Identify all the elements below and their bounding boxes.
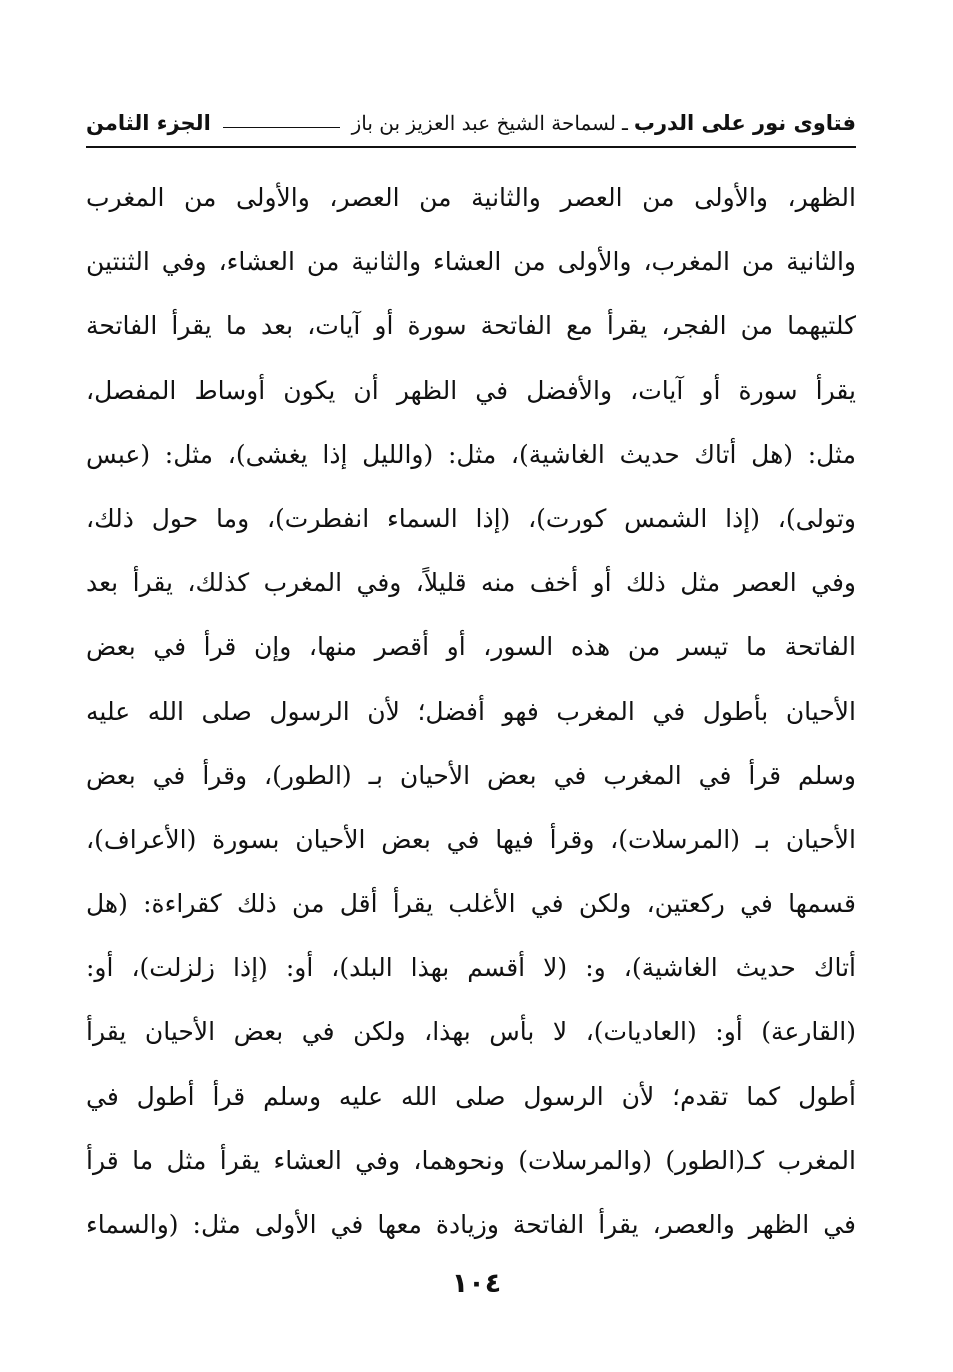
page-number: ١٠٤ [451, 1268, 502, 1299]
author-name: لسماحة الشيخ عبد العزيز بن باز [351, 111, 616, 135]
text-line: أتاك حديث الغاشية)، و: (لا أقسم بهذا البلد)، أو: (إذا زلزلت)، أو: [86, 953, 856, 983]
header-divider [86, 146, 856, 148]
volume-part: الجزء الثامن [86, 111, 211, 135]
header-dash-rule [223, 127, 340, 128]
text-line: (القارعة) أو: (العاديات)، لا بأس بهذا، ولكن في بعض الأحيان يقرأ [86, 1017, 856, 1047]
text-line: وسلم قرأ في المغرب في بعض الأحيان بـ (الطور)، وقرأ في بعض [86, 760, 856, 790]
text-line: مثل: (هل أتاك حديث الغاشية)، مثل: (والليل إذا يغشى)، مثل: (عبس [86, 439, 856, 469]
book-title: فتاوى نور على الدرب [633, 111, 856, 135]
text-line: أطول كما تقدم؛ لأن الرسول صلى الله عليه وسلم قرأ أطول في [86, 1081, 856, 1111]
header-separator: ـ [621, 111, 628, 135]
text-line: يقرأ سورة أو آيات، والأفضل في الظهر أن يكون أوساط المفصل، [86, 375, 856, 405]
body-text [86, 166, 856, 1257]
text-line: قسمها في ركعتين، ولكن في الأغلب يقرأ أقل من ذلك كقراءة: (هل [86, 889, 856, 919]
text-line: الظهر، والأولى من العصر والثانية من العصر، والأولى من المغرب [86, 183, 856, 212]
text-line: في الظهر والعصر، يقرأ الفاتحة وزيادة معها في الأولى مثل: (والسماء [86, 1210, 856, 1239]
text-line: كلتيهما من الفجر، يقرأ مع الفاتحة سورة أو آيات، بعد ما يقرأ الفاتحة [86, 311, 856, 341]
text-line: المغرب كـ(الطور) (والمرسلات) ونحوهما، وفي العشاء يقرأ مثل ما قرأ [86, 1145, 856, 1175]
text-line: وتولى)، (إذا الشمس كورت)، (إذا السماء انفطرت)، وما حول ذلك، [86, 503, 856, 533]
text-line: الأحيان بأطول في المغرب فهو أفضل؛ لأن الرسول صلى الله عليه [86, 696, 856, 726]
text-line: الفاتحة ما تيسر من هذه السور، أو أقصر منها، وإن قرأ في بعض [86, 632, 856, 662]
text-line: والثانية من المغرب، والأولى من العشاء والثانية من العشاء، وفي الثنتين [86, 247, 856, 277]
running-header [86, 103, 856, 143]
text-line: الأحيان بـ (المرسلات)، وقرأ فيها في بعض الأحيان بسورة (الأعراف)، [86, 824, 856, 854]
text-line: وفي العصر مثل ذلك أو أخف منه قليلاً، وفي المغرب كذلك، يقرأ بعد [86, 568, 856, 598]
